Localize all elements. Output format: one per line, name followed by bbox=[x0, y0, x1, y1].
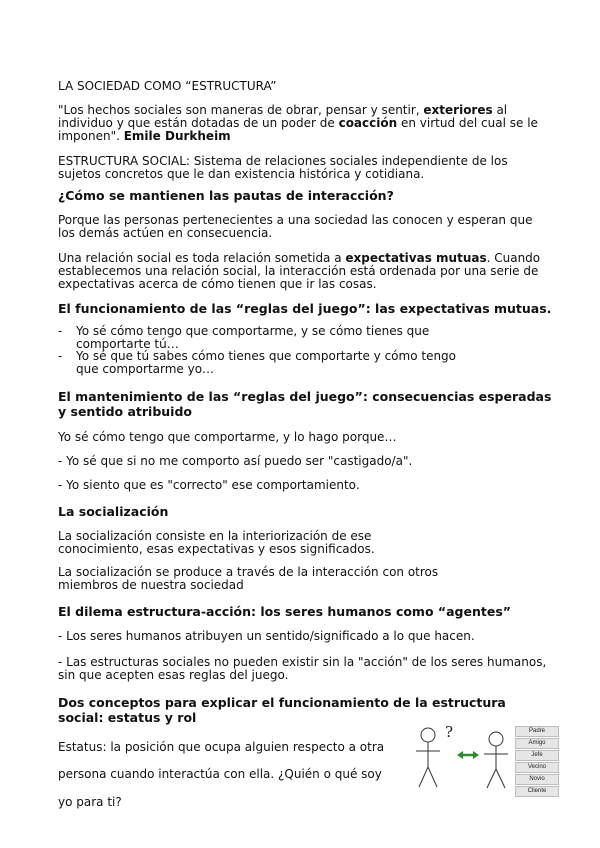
role-label: Amigo bbox=[515, 738, 559, 749]
quote-bold-exteriores: exteriores bbox=[423, 103, 493, 117]
list-item-text-1: Yo sé cómo tengo que comportarme, y se cómo tienes que comportarte tú… bbox=[76, 324, 430, 351]
double-arrow-icon bbox=[457, 751, 479, 759]
roles-list bbox=[515, 726, 559, 798]
estatus-line-1: Estatus: la posición que ocupa alguien respecto a otra bbox=[58, 740, 385, 754]
dilema-point-2: - Las estructuras sociales no pueden existir sin la "acción" de los seres humanos, sin que acepten esas reglas del juego. bbox=[58, 655, 547, 682]
role-label: Novio bbox=[515, 774, 559, 785]
role-label: Vecino bbox=[515, 762, 559, 773]
list-item-text-2: Yo sé que tú sabes cómo tienes que comportarte y cómo tengo que comportarme yo… bbox=[76, 349, 457, 376]
interaction-figure bbox=[408, 725, 513, 795]
durkheim-quote bbox=[58, 104, 548, 143]
role-label: Cliente bbox=[515, 786, 559, 797]
quote-text-3: en virtud del cual se le imponen". bbox=[58, 116, 538, 143]
heading-reglas-mantenimiento: El mantenimiento de las “reglas del juego”: consecuencias esperadas y sentido atribuido bbox=[58, 389, 552, 419]
dilema-point-1: - Los seres humanos atribuyen un sentido/significado a lo que hacen. bbox=[58, 629, 475, 643]
quote-text-2: al individuo y que están dotadas de un poder de bbox=[58, 103, 508, 130]
socializacion-paragraph-2: La socialización se produce a través de la interacción con otros miembros de nuestra sociedad bbox=[58, 565, 439, 592]
list-dash: - bbox=[58, 349, 63, 363]
pautas-bold-expectativas: expectativas mutuas bbox=[345, 251, 487, 265]
heading-reglas-funcionamiento: El funcionamiento de las “reglas del juego”: las expectativas mutuas. bbox=[58, 301, 552, 316]
mantenimiento-intro: Yo sé cómo tengo que comportarme, y lo hago porque… bbox=[58, 430, 397, 444]
question-mark: ? bbox=[445, 723, 454, 741]
pautas-paragraph-2 bbox=[58, 252, 550, 291]
socializacion-paragraph-1: La socialización consiste en la interiorización de ese conocimiento, esas expectativas y esos significados. bbox=[58, 529, 375, 556]
heading-dilema: El dilema estructura-acción: los seres humanos como “agentes” bbox=[58, 604, 511, 619]
estatus-line-3: yo para ti? bbox=[58, 795, 122, 809]
quote-bold-coaccion: coacción bbox=[338, 116, 398, 130]
quote-author: Emile Durkheim bbox=[123, 129, 231, 143]
stick-figure-right-icon bbox=[484, 732, 508, 788]
mantenimiento-point-1: - Yo sé que si no me comporto así puedo ser "castigado/a". bbox=[58, 454, 413, 468]
pautas-text-a: Una relación social es toda relación sometida a bbox=[58, 251, 346, 265]
stick-figure-left-icon bbox=[416, 728, 440, 787]
role-label: Jefe bbox=[515, 750, 559, 761]
heading-socializacion: La socialización bbox=[58, 504, 169, 519]
list-item bbox=[58, 350, 478, 378]
role-label: Padre bbox=[515, 726, 559, 737]
page-title: LA SOCIEDAD COMO “ESTRUCTURA” bbox=[58, 79, 277, 93]
mantenimiento-point-2: - Yo siento que es "correcto" ese comportamiento. bbox=[58, 478, 360, 492]
pautas-paragraph-1: Porque las personas pertenecientes a una sociedad las conocen y esperan que los demás actúen en consecuencia. bbox=[58, 213, 533, 240]
heading-estatus-rol: Dos conceptos para explicar el funcionamiento de la estructura social: estatus y rol bbox=[58, 695, 506, 725]
estatus-line-2: persona cuando interactúa con ella. ¿Quién o qué soy bbox=[58, 767, 382, 781]
pautas-text-c: . Cuando establecemos una relación social, la interacción está ordenada por una serie de expectativas acerca de cómo tienen que ir las cosas. bbox=[58, 251, 541, 291]
heading-pautas: ¿Cómo se mantienen las pautas de interacción? bbox=[58, 188, 394, 203]
definition-paragraph: ESTRUCTURA SOCIAL: Sistema de relaciones sociales independiente de los sujetos concretos que le dan existencia histórica y cotidiana. bbox=[58, 154, 508, 181]
quote-text-1: "Los hechos sociales son maneras de obrar, pensar y sentir, bbox=[58, 103, 424, 117]
list-dash: - bbox=[58, 324, 63, 338]
